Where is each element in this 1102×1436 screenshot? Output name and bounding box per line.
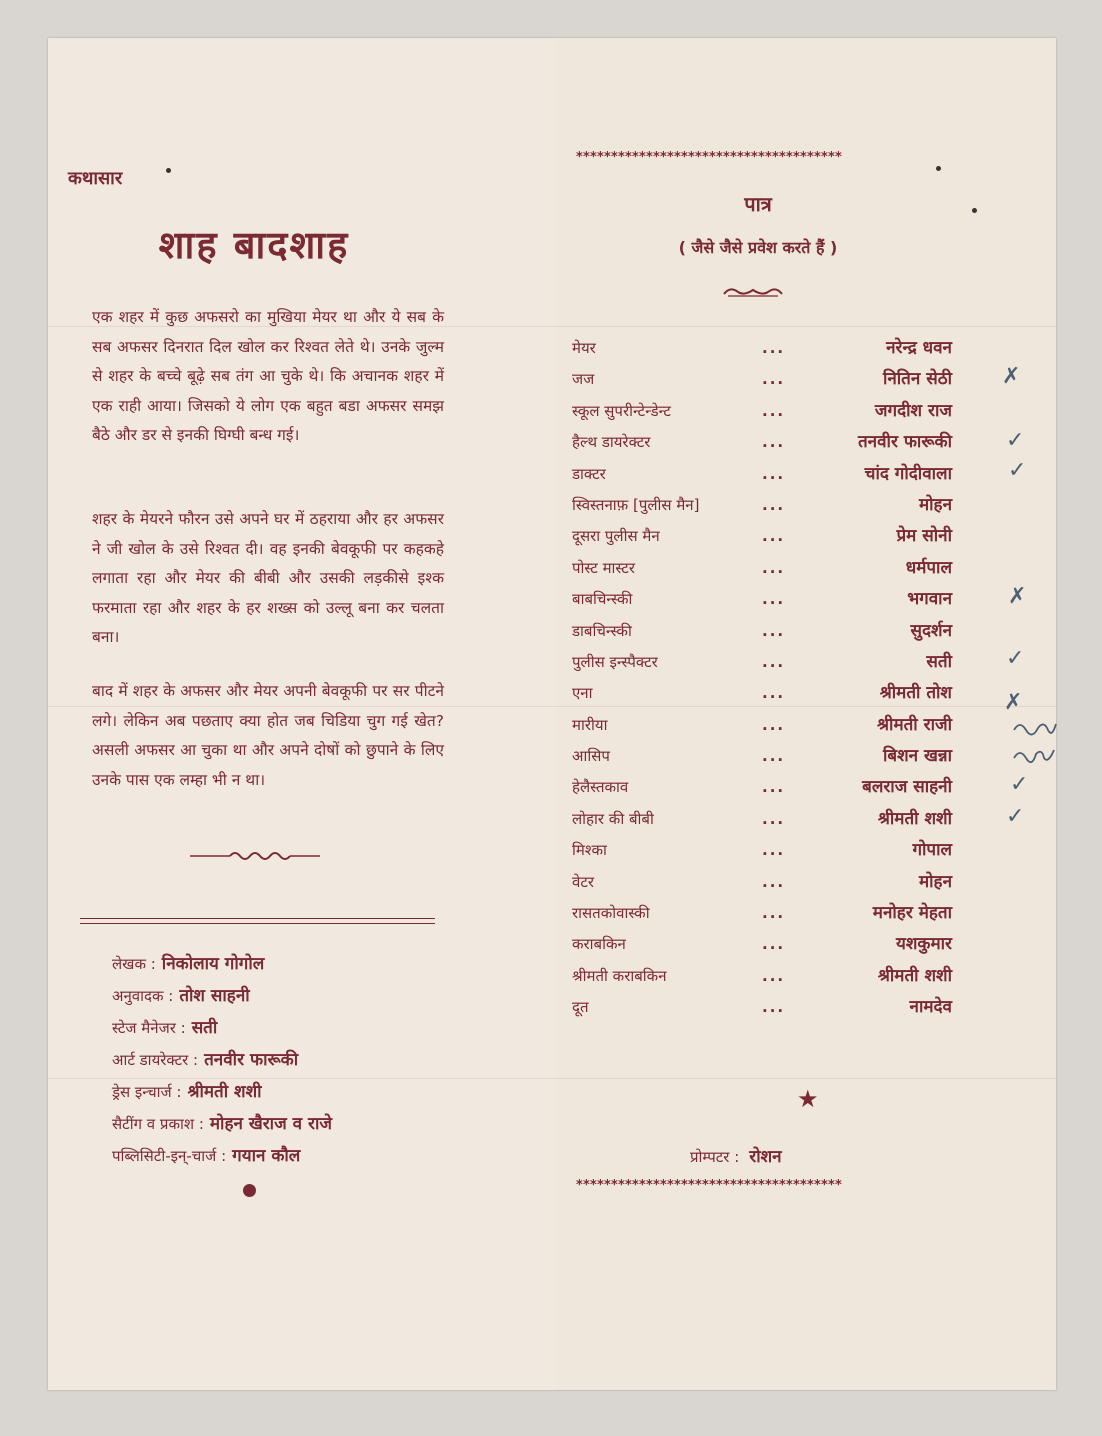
cast-role: दूत <box>572 998 589 1017</box>
cast-separator: ... <box>762 904 786 923</box>
cast-row <box>572 772 952 803</box>
cast-separator: ... <box>762 621 786 640</box>
cast-row <box>572 992 952 1023</box>
cast-separator: ... <box>762 652 786 671</box>
cast-role: हेलैस्तकाव <box>572 778 629 797</box>
cast-actor: नितिन सेठी <box>882 369 952 390</box>
cast-actor: यशकुमार <box>896 934 952 955</box>
credit-row <box>112 948 332 980</box>
cast-row <box>572 490 952 521</box>
cast-actor: श्रीमती शशी <box>877 808 952 829</box>
pencil-check-mark: ✓ <box>1006 804 1025 829</box>
cast-role: रासतकोवास्की <box>572 904 650 923</box>
cast-row <box>572 678 952 709</box>
cast-role: डाक्टर <box>572 464 606 483</box>
credit-label: स्टेज मैनेजर : <box>112 1019 186 1037</box>
double-rule-divider <box>80 918 435 924</box>
cast-row <box>572 647 952 678</box>
cast-actor: धर्मपाल <box>905 557 952 578</box>
credit-label: पब्लिसिटी-इन्-चार्ज : <box>112 1147 227 1165</box>
cast-row <box>572 710 952 741</box>
squiggle-ornament <box>190 850 320 862</box>
cast-role: लोहार की बीबी <box>572 809 654 828</box>
cast-role: स्विस्तनाफ़ [पुलीस मैन] <box>572 495 700 514</box>
cast-row <box>572 835 952 866</box>
credit-value: निकोलाय गोगोल <box>161 954 265 974</box>
cast-separator: ... <box>762 935 786 954</box>
cast-row <box>572 333 952 364</box>
cast-row <box>572 553 952 584</box>
cast-separator: ... <box>762 998 786 1017</box>
pencil-check-mark: ✓ <box>1010 772 1029 797</box>
star-border-bottom: ************************************** <box>576 1178 842 1193</box>
cast-row <box>572 898 952 929</box>
cast-heading: पात्र <box>744 192 772 216</box>
star-icon: ★ <box>797 1085 819 1113</box>
cast-separator: ... <box>762 370 786 389</box>
summary-paragraph: एक शहर में कुछ अफसरो का मुखिया मेयर था और ये सब के सब अफसर दिनरात दिल खोल कर रिश्वत लेते थे। उनके जुल्म से शहर के बच्चे बूढ़े सब तंग आ चुके थे। कि अचानक शहर में एक राही आया। जिसको ये लोग एक बहुत बडा अफसर समझ बैठे और डर से इनकी घिग्घी बन्ध गई। <box>92 308 444 444</box>
cast-role: कराबकिन <box>572 935 626 954</box>
cast-separator: ... <box>762 809 786 828</box>
cast-separator: ... <box>762 590 786 609</box>
pencil-signature-scribble <box>1010 712 1062 774</box>
cast-list <box>572 333 952 1024</box>
credit-label: लेखक : <box>112 955 156 973</box>
cast-role: पुलीस इन्स्पैक्टर <box>572 652 658 671</box>
credit-row <box>112 1108 332 1140</box>
cast-separator: ... <box>762 966 786 985</box>
cast-actor: बलराज साहनी <box>862 777 952 798</box>
cast-row <box>572 584 952 615</box>
star-border-top: ************************************** <box>576 150 842 165</box>
cast-row <box>572 741 952 772</box>
credits-list <box>112 948 332 1172</box>
cast-actor: श्रीमती तोश <box>879 683 952 704</box>
cast-role: मारीया <box>572 715 608 734</box>
cast-role: हैल्थ डायरेक्टर <box>572 433 651 452</box>
pencil-check-mark: ✓ <box>1008 458 1027 483</box>
cast-row <box>572 396 952 427</box>
cast-separator: ... <box>762 684 786 703</box>
cast-actor: नामदेव <box>909 997 952 1018</box>
cast-row <box>572 427 952 458</box>
cast-separator: ... <box>762 464 786 483</box>
cast-separator: ... <box>762 495 786 514</box>
credit-row <box>112 1044 332 1076</box>
section-label: कथासार <box>68 168 123 189</box>
cast-actor: श्रीमती राजी <box>877 714 952 735</box>
cast-actor: मनोहर मेहता <box>872 903 952 924</box>
credit-row <box>112 1012 332 1044</box>
cast-actor: भगवान <box>907 589 952 610</box>
cast-row <box>572 459 952 490</box>
cast-separator: ... <box>762 558 786 577</box>
credit-label: आर्ट डायरेक्टर : <box>112 1051 199 1069</box>
cast-row <box>572 364 952 395</box>
cast-actor: जगदीश राज <box>874 400 952 421</box>
cast-actor: सुदर्शन <box>910 620 952 641</box>
cast-actor: श्रीमती शशी <box>877 965 952 986</box>
credit-label: अनुवादक : <box>112 987 174 1005</box>
cast-separator: ... <box>762 401 786 420</box>
cast-subheading: ( जैसे जैसे प्रवेश करते हैं ) <box>678 238 838 257</box>
cast-row <box>572 804 952 835</box>
cast-separator: ... <box>762 715 786 734</box>
credit-value: श्रीमती शशी <box>187 1082 262 1102</box>
cast-separator: ... <box>762 841 786 860</box>
credit-value: सती <box>191 1018 218 1038</box>
cast-actor: सती <box>926 651 952 672</box>
prompter-label: प्रोम्पटर : <box>690 1148 740 1166</box>
summary-paragraph: बाद में शहर के अफसर और मेयर अपनी बेवकूफी पर सर पीटने लगे। लेकिन अब पछताए क्या होत जब चिडिया चुग गई खेत? असली अफसर आ चुका था और अपने दोषों को छुपाने के लिए उनके पास एक लम्हा भी न था। <box>92 682 444 789</box>
credit-value: मोहन खैराज व राजे <box>209 1114 332 1134</box>
prompter-value: रोशन <box>749 1147 782 1167</box>
cast-role: दूसरा पुलीस मैन <box>572 527 660 546</box>
cast-row <box>572 616 952 647</box>
cast-separator: ... <box>762 433 786 452</box>
pencil-check-mark: ✓ <box>1006 428 1025 453</box>
cast-separator: ... <box>762 872 786 891</box>
pencil-cross-mark: ✗ <box>1008 584 1027 609</box>
cast-actor: मोहन <box>918 871 952 892</box>
cast-actor: तनवीर फारूकी <box>857 432 952 453</box>
cast-role: डाबचिन्स्की <box>572 621 632 640</box>
cast-role: एना <box>572 684 593 703</box>
summary-paragraph: शहर के मेयरने फौरन उसे अपने घर में ठहराया और हर अफसर ने जी खोल के उसे रिश्वत दी। वह इनकी बेवकूफी पर कहकहे लगाता रहा और मेयर की बीबी और उसकी लड़कीसे इश्क फरमाता रहा और शहर के हर शख्स को उल्लू बना कर चलता बना। <box>92 510 444 646</box>
cast-role: जज <box>572 370 595 389</box>
pencil-cross-mark: ✗ <box>1002 364 1021 389</box>
cast-actor: प्रेम सोनी <box>896 526 952 547</box>
play-title: शाह बादशाह <box>158 223 350 267</box>
cast-separator: ... <box>762 778 786 797</box>
credit-row <box>112 980 332 1012</box>
cast-row <box>572 929 952 960</box>
cast-role: श्रीमती कराबकिन <box>572 966 667 985</box>
pin-hole <box>936 166 941 171</box>
cast-role: मेयर <box>572 339 596 357</box>
cast-actor: नरेन्द्र धवन <box>886 338 952 358</box>
credit-value: गयान कौल <box>232 1146 301 1166</box>
cast-separator: ... <box>762 747 786 766</box>
credit-value: तोश साहनी <box>179 986 250 1006</box>
cast-actor: मोहन <box>918 494 952 515</box>
bullet-dot <box>243 1184 256 1197</box>
credit-label: ड्रेस इन्चार्ज : <box>112 1083 182 1101</box>
cast-row <box>572 521 952 552</box>
pencil-cross-mark: ✗ <box>1004 690 1023 715</box>
cast-role: बाबचिन्स्की <box>572 590 633 609</box>
pencil-check-mark: ✓ <box>1006 646 1025 671</box>
cast-role: वेटर <box>572 872 595 891</box>
cast-role: आसिप <box>572 747 610 766</box>
credit-value: तनवीर फारूकी <box>204 1050 299 1070</box>
cast-actor: बिशन खन्ना <box>882 746 952 767</box>
pin-hole <box>166 168 171 173</box>
cast-actor: चांद गोदीवाला <box>864 463 952 484</box>
credit-row <box>112 1076 332 1108</box>
cast-row <box>572 961 952 992</box>
scroll-ornament <box>722 286 784 298</box>
cast-role: स्कूल सुपरीन्टेन्डेन्ट <box>572 401 671 420</box>
cast-row <box>572 867 952 898</box>
cast-role: मिश्का <box>572 841 607 860</box>
cast-separator: ... <box>762 339 786 357</box>
credit-row <box>112 1140 332 1172</box>
prompter-line <box>690 1144 782 1167</box>
credit-label: सैटींग व प्रकाश : <box>112 1115 204 1133</box>
cast-role: पोस्ट मास्टर <box>572 558 635 577</box>
cast-separator: ... <box>762 527 786 546</box>
cast-actor: गोपाल <box>912 840 952 861</box>
